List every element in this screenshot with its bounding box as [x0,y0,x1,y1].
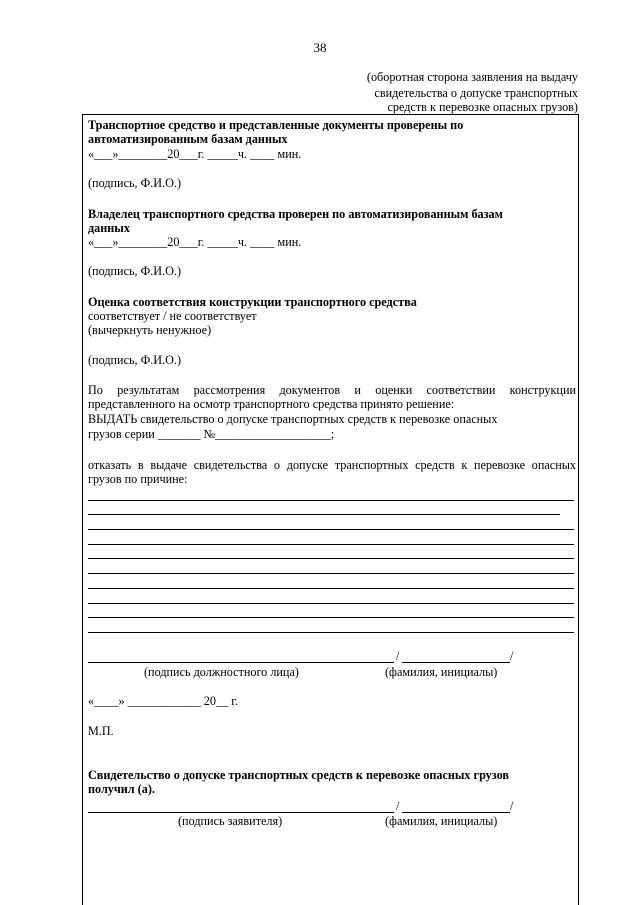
conformity-note: (вычеркнуть ненужное) [88,323,212,337]
owner-check-title-1: Владелец транспортного средства проверен по автоматизированным базам [88,207,503,221]
reason-line [88,529,574,530]
form-frame [82,114,579,905]
reason-line [88,500,574,501]
receipt-slash-2: / [510,799,514,813]
applicant-signature-caption: (подпись заявителя) [178,814,283,828]
reason-line [88,544,574,545]
refusal-line-2: грузов по причине: [88,472,188,486]
applicant-name-caption: (фамилия, инициалы) [385,814,498,828]
owner-check-date-line: «___»________20___г. _____ч. ____ мин. [88,235,302,249]
header-line-1: (оборотная сторона заявления на выдачу [366,70,578,84]
reason-line [88,573,574,574]
docs-check-title-2: автоматизированным базам данных [88,132,288,146]
date-line-bottom: «____» ____________ 20__ г. [88,694,238,708]
refusal-line-1: отказать в выдаче свидетельства о допуске транспортных средств к перевозке опасных [88,458,576,472]
receipt-title-2: получил (а). [88,782,155,796]
decision-line-4: грузов серии _______ №___________________; [88,427,335,441]
docs-check-title-1: Транспортное средство и представленные документы проверены по [88,118,464,132]
official-slash-2: / [510,649,514,663]
header-line-2: свидетельства о допуске транспортных [374,86,578,100]
docs-check-signature: (подпись, Ф.И.О.) [88,176,182,190]
official-signature-line [88,662,394,663]
reason-line [88,617,574,618]
reason-line [88,514,560,515]
official-slash-1: / [396,649,400,663]
stamp-placeholder: М.П. [88,724,114,738]
conformity-signature: (подпись, Ф.И.О.) [88,353,182,367]
decision-line-2: представленного на осмотр транспортного средства принято решение: [88,397,455,411]
receipt-slash-1: / [396,799,400,813]
reason-line [88,588,574,589]
conformity-options: соответствует / не соответствует [88,309,257,323]
official-name-line [402,662,510,663]
owner-check-signature: (подпись, Ф.И.О.) [88,264,182,278]
applicant-name-line [402,812,510,813]
decision-line-1: По результатам рассмотрения документов и оценки соответствии конструкции [88,383,576,397]
reason-line [88,603,574,604]
applicant-signature-line [88,812,394,813]
official-signature-caption: (подпись должностного лица) [144,665,299,679]
reason-line [88,558,574,559]
conformity-title: Оценка соответствия конструкции транспортного средства [88,295,417,309]
official-name-caption: (фамилия, инициалы) [385,665,498,679]
header-line-3: средств к перевозке опасных грузов) [387,100,578,114]
page-number: 38 [313,40,327,55]
owner-check-title-2: данных [88,221,130,235]
receipt-title-1: Свидетельство о допуске транспортных средств к перевозке опасных грузов [88,768,509,782]
reason-line [88,632,574,633]
decision-line-3: ВЫДАТЬ свидетельство о допуске транспортных средств к перевозке опасных [88,412,498,426]
docs-check-date-line: «___»________20___г. _____ч. ____ мин. [88,147,302,161]
